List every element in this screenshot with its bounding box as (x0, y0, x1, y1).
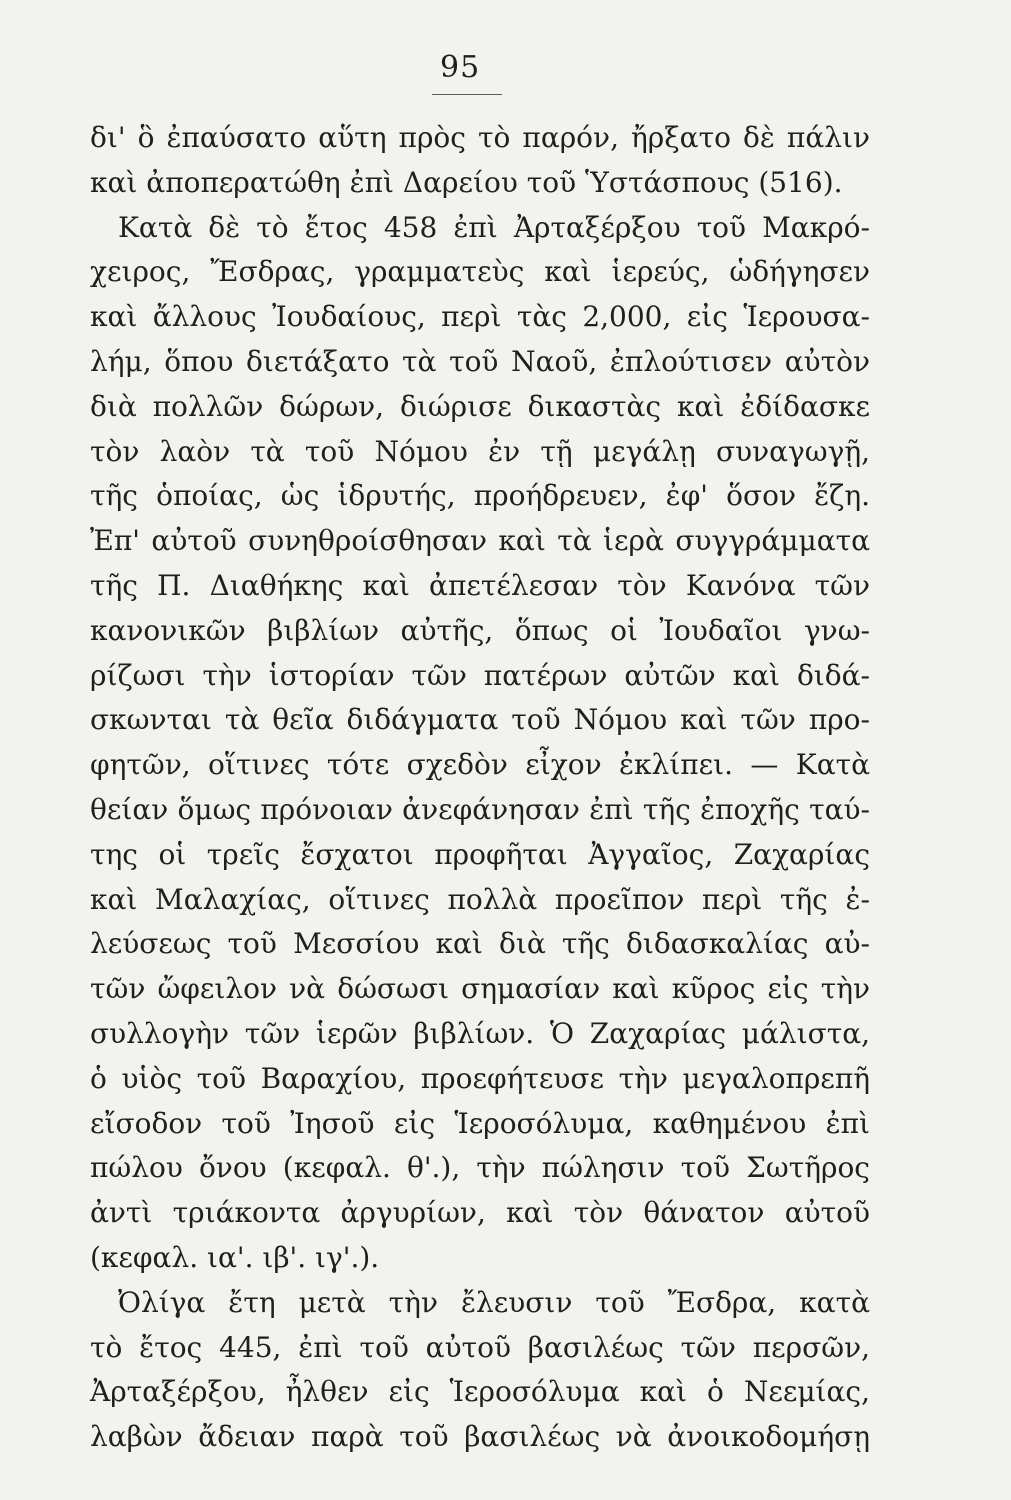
text-line: θείαν ὅμως πρόνοιαν ἀνεφάνησαν ἐπὶ τῆς ἐποχῆς ταύ- (90, 792, 870, 826)
text-line: κανονικῶν βιβλίων αὐτῆς, ὅπως οἱ Ἰουδαῖοι γνω- (90, 613, 870, 647)
page-number-rule (432, 94, 502, 95)
text-line: ὁ υἱὸς τοῦ Βαραχίου, προεφήτευσε τὴν μεγαλοπρεπῆ (90, 1061, 870, 1095)
body-text (90, 116, 870, 1460)
text-line: συλλογὴν τῶν ἱερῶν βιβλίων. Ὁ Ζαχαρίας μάλιστα, (90, 1016, 870, 1050)
page-number: 95 (440, 50, 481, 85)
text-line: χειρος, Ἔσδρας, γραμματεὺς καὶ ἱερεύς, ὡδήγησεν (90, 255, 870, 289)
text-line: φητῶν, οἵτινες τότε σχεδὸν εἶχον ἐκλίπει. — Κατὰ (90, 748, 870, 782)
text-line: τὸ ἔτος 445, ἐπὶ τοῦ αὐτοῦ βασιλέως τῶν περσῶν, (90, 1330, 870, 1364)
text-line: της οἱ τρεῖς ἔσχατοι προφῆται Ἀγγαῖος, Ζαχαρίας (90, 837, 870, 871)
text-line: ρίζωσι τὴν ἱστορίαν τῶν πατέρων αὐτῶν καὶ διδά- (90, 658, 870, 692)
text-line: διὰ πολλῶν δώρων, διώρισε δικαστὰς καὶ ἐδίδασκε (90, 389, 870, 423)
text-line: λεύσεως τοῦ Μεσσίου καὶ διὰ τῆς διδασκαλίας αὐ- (90, 927, 870, 961)
text-line: πώλου ὄνου (κεφαλ. θ'.), τὴν πώλησιν τοῦ Σωτῆρος (90, 1151, 870, 1185)
text-line: Κατὰ δὲ τὸ ἔτος 458 ἐπὶ Ἀρταξέρξου τοῦ Μακρό- (118, 210, 870, 244)
text-line: καὶ Μαλαχίας, οἵτινες πολλὰ προεῖπον περὶ τῆς ἐ- (90, 882, 870, 916)
text-line: λήμ, ὅπου διετάξατο τὰ τοῦ Ναοῦ, ἐπλούτισεν αὐτὸν (90, 344, 870, 378)
text-line: Ὀλίγα ἔτη μετὰ τὴν ἔλευσιν τοῦ Ἔσδρα, κατὰ (118, 1285, 870, 1319)
text-line: σκωνται τὰ θεῖα διδάγματα τοῦ Νόμου καὶ τῶν προ- (90, 703, 870, 737)
text-line: (κεφαλ. ια'. ιβ'. ιγ'.). (90, 1240, 380, 1274)
text-line: τὸν λαὸν τὰ τοῦ Νόμου ἐν τῇ μεγάλῃ συναγωγῇ, (90, 434, 870, 468)
text-line: καὶ ἀποπερατώθη ἐπὶ Δαρείου τοῦ Ὑστάσπους (516). (90, 165, 843, 199)
text-line: δι' ὃ ἐπαύσατο αὕτη πρὸς τὸ παρόν, ἤρξατο δὲ πάλιν (90, 121, 870, 154)
text-line: λαβὼν ἄδειαν παρὰ τοῦ βασιλέως νὰ ἀνοικοδομήσῃ (90, 1420, 870, 1454)
text-line: ἀντὶ τριάκοντα ἀργυρίων, καὶ τὸν θάνατον αὐτοῦ (90, 1196, 870, 1230)
text-line: τῶν ὤφειλον νὰ δώσωσι σημασίαν καὶ κῦρος εἰς τὴν (90, 972, 870, 1006)
text-line: τῆς Π. Διαθήκης καὶ ἀπετέλεσαν τὸν Κανόνα τῶν (90, 568, 870, 602)
text-line: Ἀρταξέρξου, ἦλθεν εἰς Ἱεροσόλυμα καὶ ὁ Νεεμίας, (90, 1375, 870, 1409)
text-line: εἴσοδον τοῦ Ἰησοῦ εἰς Ἱεροσόλυμα, καθημένου ἐπὶ (90, 1106, 870, 1140)
text-line: τῆς ὁποίας, ὡς ἱδρυτής, προήδρευεν, ἐφ' ὅσον ἔζη. (90, 479, 870, 513)
text-line: καὶ ἄλλους Ἰουδαίους, περὶ τὰς 2,000, εἰς Ἱερουσα- (90, 300, 870, 334)
text-line: Ἐπ' αὐτοῦ συνηθροίσθησαν καὶ τὰ ἱερὰ συγγράμματα (90, 524, 870, 558)
